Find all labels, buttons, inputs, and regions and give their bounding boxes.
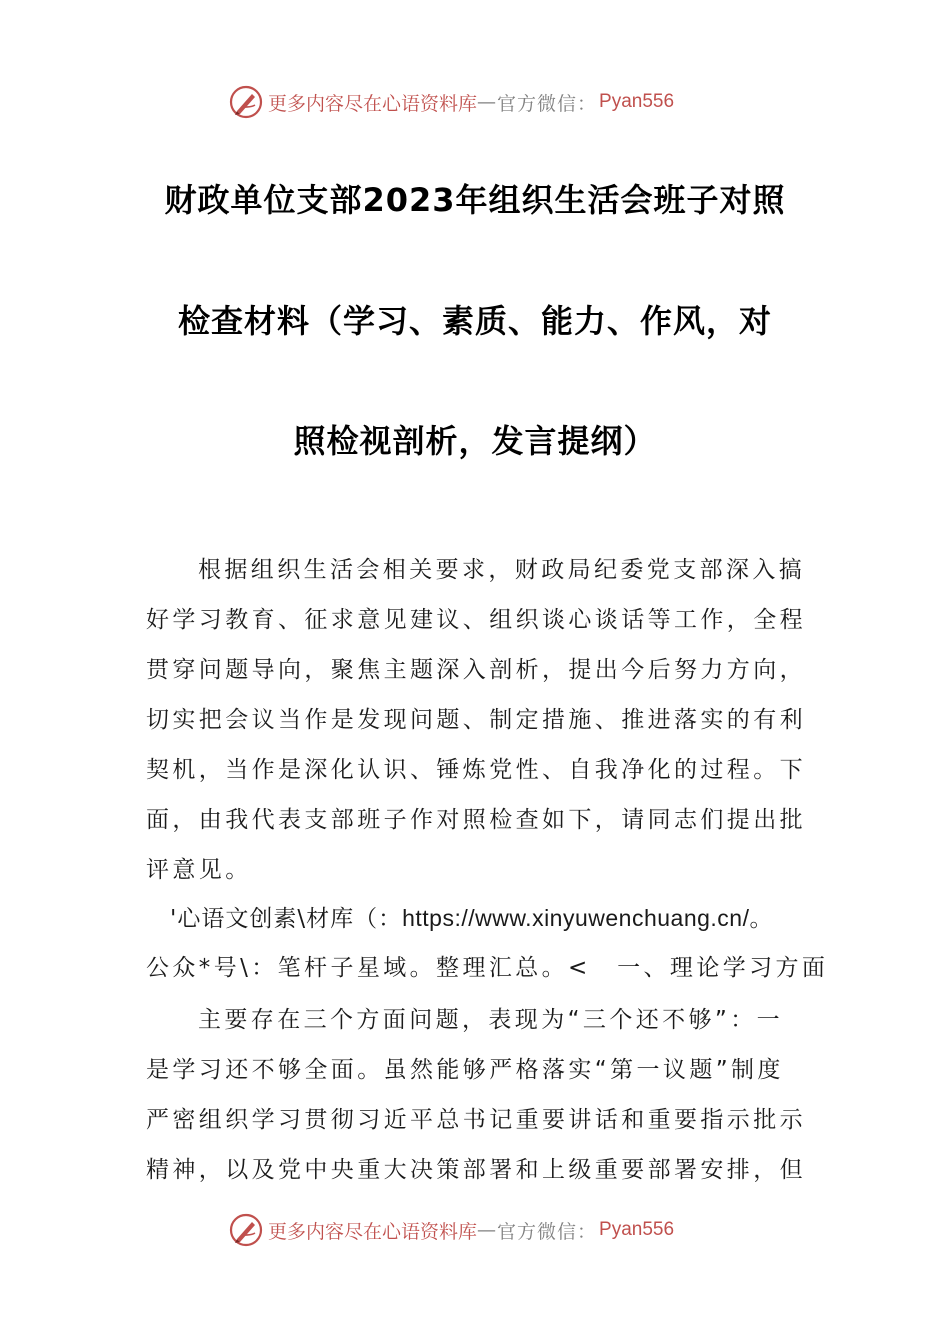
source-url: https://www.xinyuwenchuang.cn/ [402,905,750,931]
title-line-2: 检查材料（学习、素质、能力、作风，对 [177,302,772,340]
source-line-2: 公众*号\：笔杆子星域。整理汇总。< 一、理论学习方面 [146,955,829,981]
section-line: 是学习还不够全面。虽然能够严格落实“第一议题”制度 [146,1057,784,1083]
body-line: 评意见。 [146,857,252,883]
footer-watermark [228,1210,674,1250]
watermark-label: 官方微信： [497,92,598,115]
watermark-highlight: 更多内容尽在心语资料库 [268,1220,478,1243]
watermark-label: 官方微信： [497,1220,598,1243]
body-line: 好学习教育、征求意见建议、组织谈心谈话等工作，全程 [146,607,806,633]
section-line: 精神，以及党中央重大决策部署和上级重要部署安排，但 [146,1157,806,1183]
watermark-wechat-id: Pyan556 [599,91,675,112]
body-line: 切实把会议当作是发现问题、制定措施、推进落实的有利 [146,707,806,733]
body-line: 根据组织生活会相关要求，财政局纪委党支部深入搞 [198,557,806,583]
header-watermark [228,82,674,122]
title-line-3: 照检视剖析，发言提纲） [293,422,657,460]
watermark-highlight: 更多内容尽在心语资料库 [268,92,478,115]
source-line [170,903,773,934]
watermark-wechat-id: Pyan556 [599,1219,675,1240]
watermark-separator: — [477,1219,498,1241]
section-line: 主要存在三个方面问题，表现为“三个还不够”：一 [198,1007,784,1033]
body-line: 面，由我代表支部班子作对照检查如下，请同志们提出批 [146,807,806,833]
section-line: 严密组织学习贯彻习近平总书记重要讲话和重要指示批示 [146,1107,806,1133]
pen-logo-icon [228,1212,264,1248]
watermark-separator: — [477,91,498,113]
source-prefix: '心语文创素\材库（： [170,906,403,932]
pen-logo-icon [228,84,264,120]
body-line: 契机，当作是深化认识、锤炼党性、自我净化的过程。下 [146,757,806,783]
body-line: 贯穿问题导向，聚焦主题深入剖析，提出今后努力方向， [146,657,806,683]
source-suffix: 。 [749,906,774,932]
title-line-1: 财政单位支部2023年组织生活会班子对照 [164,181,786,219]
